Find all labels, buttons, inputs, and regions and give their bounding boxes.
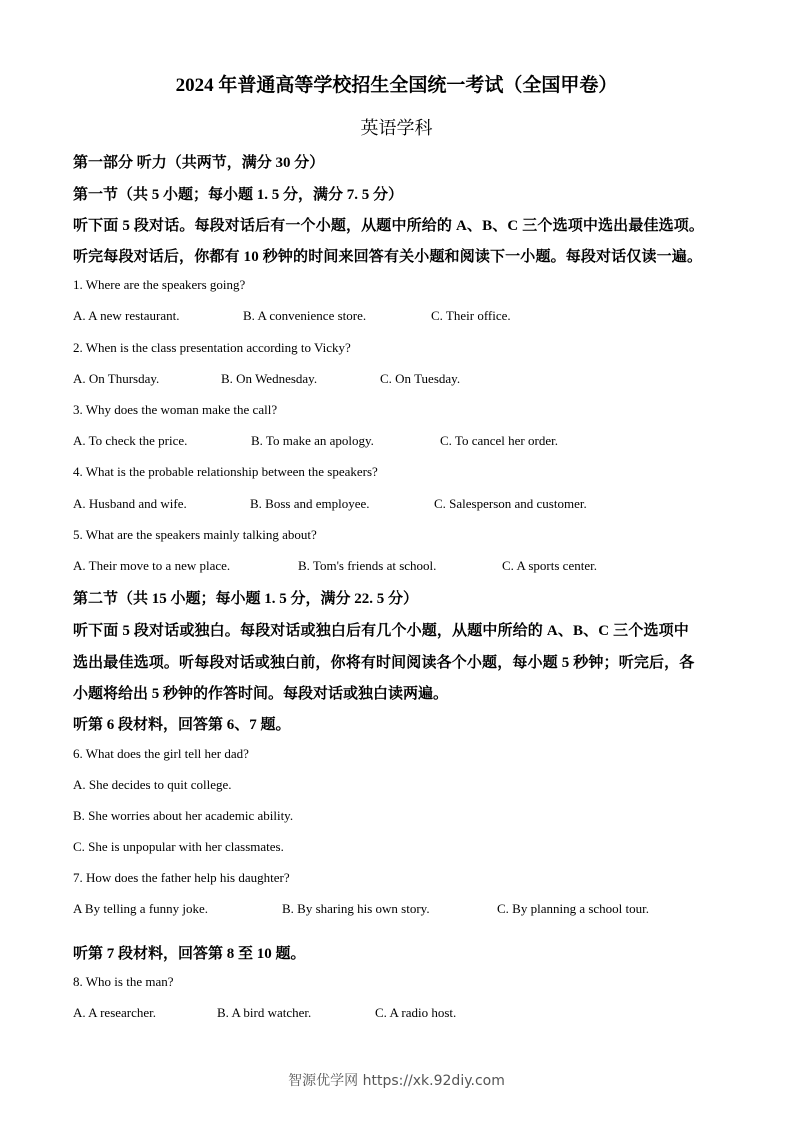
q3-option-a: A. To check the price.: [73, 433, 188, 448]
q4-option-a: A. Husband and wife.: [73, 496, 187, 511]
q5-option-c: C. A sports center.: [502, 558, 597, 573]
q4-option-b: B. Boss and employee.: [250, 496, 370, 511]
section1-instructions-line1: 听下面 5 段对话。每段对话后有一个小题，从题中所给的 A、B、C 三个选项中选出最佳选项。: [73, 218, 705, 234]
question-5: 5. What are the speakers mainly talking about?: [73, 527, 317, 542]
q7-option-c: C. By planning a school tour.: [497, 901, 650, 916]
q8-option-a: A. A researcher.: [73, 1005, 157, 1020]
q1-option-c: C. Their office.: [431, 308, 511, 323]
q3-option-c: C. To cancel her order.: [440, 433, 558, 448]
section1-heading: 第一节（共 5 小题；每小题 1. 5 分，满分 7. 5 分）: [73, 187, 404, 203]
question-1: 1. Where are the speakers going?: [73, 277, 246, 292]
material-6-heading: 听第 6 段材料，回答第 6、7 题。: [73, 717, 291, 733]
section2-instructions-line3: 小题将给出 5 秒钟的作答时间。每段对话或独白读两遍。: [73, 686, 449, 702]
question-3: 3. Why does the woman make the call?: [73, 402, 278, 417]
watermark-footer: 智源优学网 https://xk.92diy.com: [288, 1073, 505, 1089]
q1-option-a: A. A new restaurant.: [73, 308, 180, 323]
section2-instructions-line2: 选出最佳选项。听每段对话或独白前，你将有时间阅读各个小题，每小题 5 秒钟；听完后，各: [73, 655, 695, 671]
q2-option-c: C. On Tuesday.: [380, 371, 461, 386]
part1-heading: 第一部分 听力（共两节，满分 30 分）: [73, 155, 325, 171]
q1-option-b: B. A convenience store.: [243, 308, 367, 323]
page-subtitle: 英语学科: [360, 118, 433, 138]
q5-option-a: A. Their move to a new place.: [73, 558, 231, 573]
section1-instructions-line2: 听完每段对话后，你都有 10 秒钟的时间来回答有关小题和阅读下一小题。每段对话仅读一遍。: [73, 249, 703, 265]
question-2: 2. When is the class presentation according to Vicky?: [73, 340, 351, 355]
q6-option-b: B. She worries about her academic ability.: [73, 808, 294, 823]
q8-option-b: B. A bird watcher.: [217, 1005, 312, 1020]
q3-option-b: B. To make an apology.: [251, 433, 374, 448]
q4-option-c: C. Salesperson and customer.: [434, 496, 587, 511]
question-4: 4. What is the probable relationship between the speakers?: [73, 464, 378, 479]
q7-option-b: B. By sharing his own story.: [282, 901, 430, 916]
q5-option-b: B. Tom's friends at school.: [298, 558, 437, 573]
q2-option-a: A. On Thursday.: [73, 371, 160, 386]
question-6: 6. What does the girl tell her dad?: [73, 746, 249, 761]
section2-instructions-line1: 听下面 5 段对话或独白。每段对话或独白后有几个小题，从题中所给的 A、B、C 三个选项中: [73, 623, 689, 639]
question-7: 7. How does the father help his daughter?: [73, 870, 290, 885]
q2-option-b: B. On Wednesday.: [221, 371, 318, 386]
page-title: 2024 年普通高等学校招生全国统一考试（全国甲卷）: [175, 75, 618, 96]
q7-option-a: A By telling a funny joke.: [73, 901, 209, 916]
section2-heading: 第二节（共 15 小题；每小题 1. 5 分，满分 22. 5 分）: [73, 591, 419, 607]
q6-option-a: A. She decides to quit college.: [73, 777, 232, 792]
question-8: 8. Who is the man?: [73, 974, 174, 989]
material-7-heading: 听第 7 段材料，回答第 8 至 10 题。: [73, 946, 306, 962]
q8-option-c: C. A radio host.: [375, 1005, 457, 1020]
q6-option-c: C. She is unpopular with her classmates.: [73, 839, 284, 854]
